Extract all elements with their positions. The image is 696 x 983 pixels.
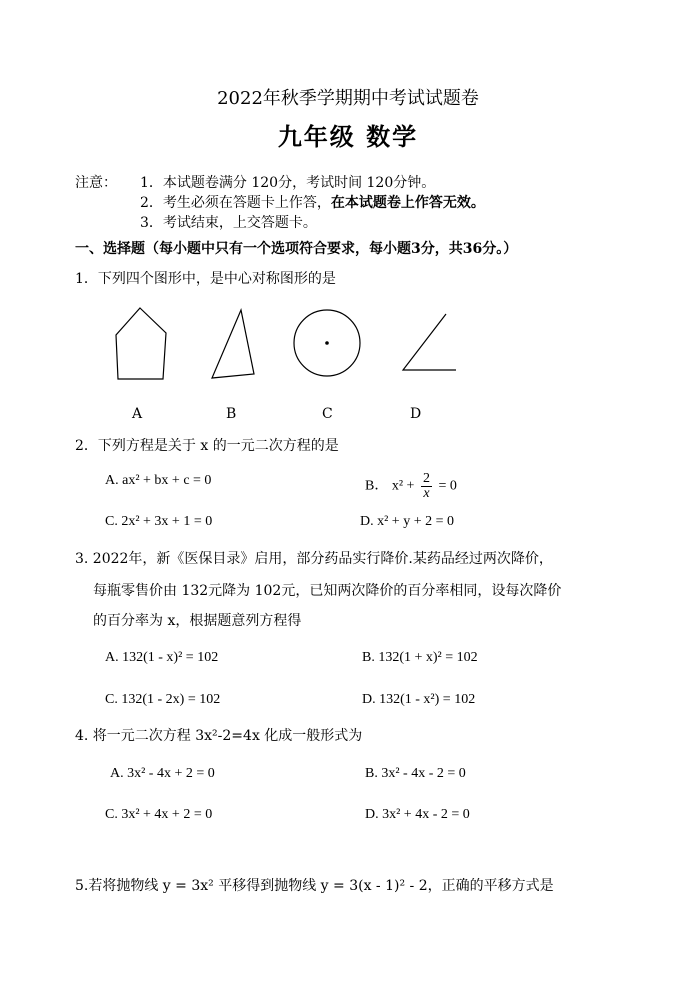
q2-option-b-fraction — [421, 472, 432, 501]
figure-b-triangle — [212, 310, 254, 378]
figure-label-c: C — [322, 406, 333, 422]
fraction-numerator: 2 — [422, 471, 430, 486]
notice-item-3: 3．考试结束，上交答题卡。 — [140, 215, 317, 231]
figure-c-center-dot — [325, 341, 329, 345]
figure-c-circle — [294, 310, 360, 376]
q4-option-d: D. 3x² + 4x - 2 = 0 — [365, 807, 470, 822]
q2-option-d: D. x² + y + 2 = 0 — [360, 514, 454, 529]
q4-option-b: B. 3x² - 4x - 2 = 0 — [365, 766, 466, 781]
question-3-line-1: 3. 2022年，新《医保目录》启用，部分药品实行降价.某药品经过两次降价， — [75, 551, 553, 567]
q4-option-a: A. 3x² - 4x + 2 = 0 — [110, 766, 215, 781]
question-3-line-2: 每瓶零售价由 132元降为 102元，已知两次降价的百分率相同，设每次降价 — [93, 583, 562, 599]
q2-option-b — [365, 472, 457, 501]
notice-item-2-text: 2．考生必须在答题卡上作答， — [140, 195, 331, 211]
fraction-denominator: x — [423, 486, 430, 501]
q3-option-d: D. 132(1 - x²) = 102 — [362, 692, 476, 707]
notice-item-1: 1．本试题卷满分 120分，考试时间 120分钟。 — [140, 175, 436, 191]
figure-label-a: A — [132, 406, 143, 422]
question-2-stem: 2．下列方程是关于 x 的一元二次方程的是 — [75, 438, 339, 454]
figure-a-pentagon — [116, 308, 166, 379]
section-header: 一、选择题（每小题中只有一个选项符合要求，每小题3分，共36分。） — [75, 241, 518, 257]
notice-item-2-bold: 在本试题卷上作答无效。 — [330, 195, 485, 211]
question-4-stem: 4. 将一元二次方程 3x²-2=4x 化成一般形式为 — [75, 728, 363, 744]
q2-option-b-suffix: = 0 — [438, 478, 457, 494]
q3-option-c: C. 132(1 - 2x) = 102 — [105, 692, 221, 707]
notice-item-2 — [140, 194, 485, 212]
figure-label-d: D — [410, 406, 422, 422]
question-5-stem: 5.若将抛物线 y = 3x² 平移得到抛物线 y = 3(x - 1)² - 2，正确的平移方式是 — [75, 878, 554, 894]
question-3-line-3: 的百分率为 x，根据题意列方程得 — [93, 613, 302, 629]
figure-label-b: B — [226, 406, 237, 422]
figure-d-angle — [403, 314, 456, 370]
q4-option-c: C. 3x² + 4x + 2 = 0 — [105, 807, 213, 822]
q2-option-c: C. 2x² + 3x + 1 = 0 — [105, 514, 213, 529]
exam-title: 2022年秋季学期期中考试试题卷 — [217, 88, 479, 109]
notice-label: 注意： — [75, 175, 117, 191]
question-1-stem: 1．下列四个图形中，是中心对称图形的是 — [75, 271, 336, 287]
q3-option-b: B. 132(1 + x)² = 102 — [362, 650, 478, 665]
q3-option-a: A. 132(1 - x)² = 102 — [105, 650, 219, 665]
subject-title: 九年级 数学 — [277, 122, 419, 151]
q2-option-a: A. ax² + bx + c = 0 — [105, 473, 212, 488]
q2-option-b-prefix: B． x² + — [365, 478, 415, 494]
